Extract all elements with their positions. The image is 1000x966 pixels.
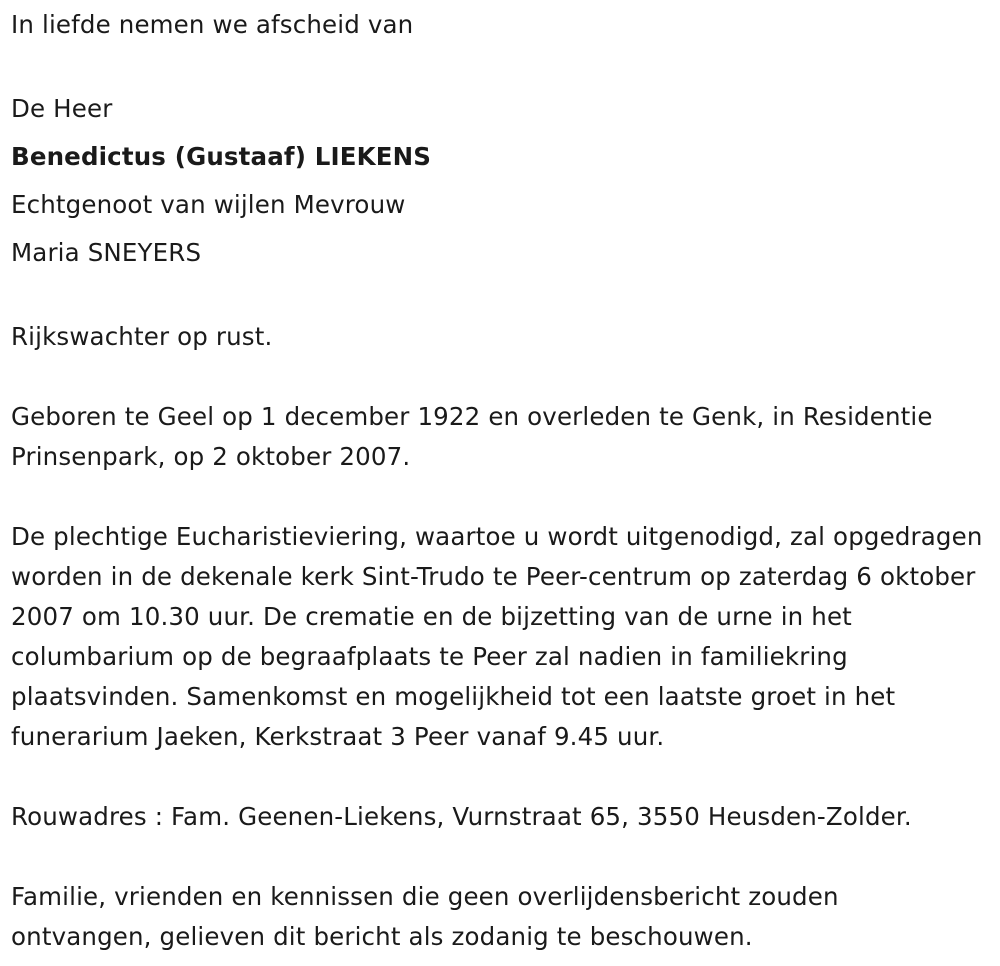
mourning-address: Rouwadres : Fam. Geenen-Liekens, Vurnstraat 65, 3550 Heusden-Zolder.: [11, 802, 912, 831]
deceased-block: [11, 85, 986, 277]
deceased-name: Benedictus (Gustaaf) LIEKENS: [11, 142, 432, 171]
spouse-line-2: Maria SNEYERS: [11, 238, 202, 267]
occupation: Rijkswachter op rust.: [11, 322, 273, 351]
birth-death-paragraph: Geboren te Geel op 1 december 1922 en overleden te Genk, in Residentie Prinsenpark, op 2 oktober 2007.: [11, 402, 933, 471]
obituary-notice: [11, 0, 986, 957]
salutation: De Heer: [11, 94, 113, 123]
closing-paragraph: Familie, vrienden en kennissen die geen overlijdensbericht zouden ontvangen, gelieven dit bericht als zodanig te beschouwen.: [11, 882, 839, 951]
intro-line: In liefde nemen we afscheid van: [11, 10, 414, 39]
spouse-line-1: Echtgenoot van wijlen Mevrouw: [11, 190, 406, 219]
ceremony-paragraph: De plechtige Eucharistieviering, waartoe u wordt uitgenodigd, zal opgedragen worden in de dekenale kerk Sint-Trudo te Peer-centrum op zaterdag 6 oktober 2007 om 10.30 uur. De crematie en de bijzetting van de urne in het columbarium op de begraafplaats te Peer zal nadien in familiekring plaatsvinden. Samenkomst en mogelijkheid tot een laatste groet in het funerarium Jaeken, Kerkstraat 3 Peer vanaf 9.45 uur.: [11, 522, 983, 751]
